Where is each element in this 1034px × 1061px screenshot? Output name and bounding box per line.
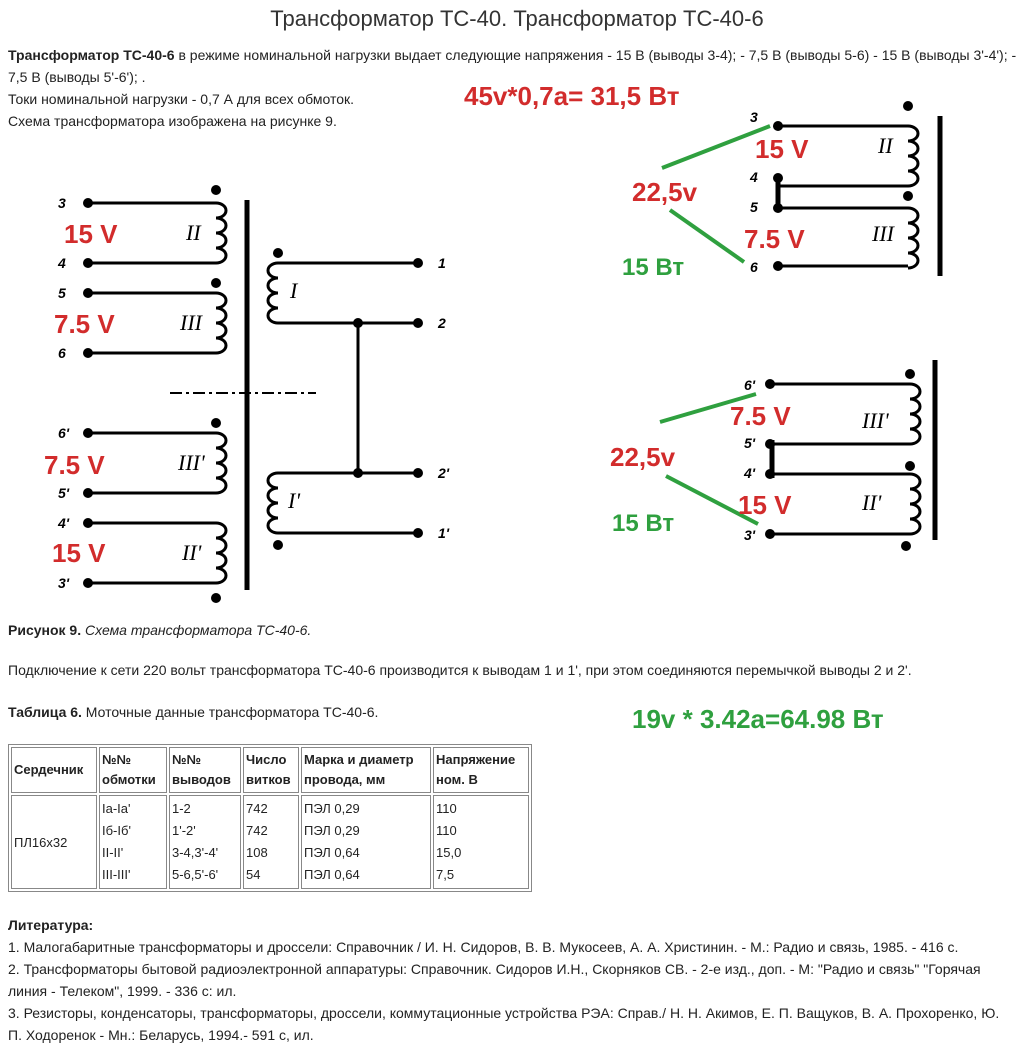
svg-text:7.5 V: 7.5 V [744, 224, 805, 254]
svg-text:15 Вт: 15 Вт [622, 254, 685, 281]
intro-bold: Трансформатор ТС-40-6 [8, 47, 175, 63]
intro-line-1: Трансформатор ТС-40-6 в режиме номинальной нагрузки выдает следующие напряжения - 15 В (выводы 3-4); - 7,5 В (выводы 5-6) - 15 В (выводы 3'-4'); - 7,5 В (выводы 5'-6'); . [8, 47, 1017, 85]
svg-text:22,5v: 22,5v [610, 442, 676, 472]
table-row: ПЛ16х32 Ia-Ia' Iб-Iб' II-II' III-III' 1-2 1'-2' 3-4,3'-4' 5-6,5'-6' 742 742 108 54 ПЭЛ 0,29 ПЭЛ 0,29 ПЭЛ 0,64 ПЭЛ 0,64 110 110 15,0 7,5 [11, 795, 529, 889]
svg-text:4: 4 [750, 169, 758, 185]
left-voltage-annotations [44, 219, 118, 568]
terminal-3p: 3' [58, 575, 70, 591]
svg-text:4': 4' [744, 465, 756, 481]
svg-text:15 V: 15 V [52, 538, 106, 568]
terminal-4: 4 [58, 255, 66, 271]
winding-II: II [186, 220, 201, 245]
terminal-2p: 2' [438, 465, 450, 481]
svg-text:II': II' [862, 490, 882, 515]
svg-text:15 V: 15 V [64, 219, 118, 249]
left-schematic [88, 200, 418, 590]
svg-text:6: 6 [750, 259, 758, 275]
svg-text:3: 3 [750, 109, 758, 125]
svg-text:15 V: 15 V [755, 134, 809, 164]
literature-item: 1. Малогабаритные трансформаторы и дроссели: Справочник / И. Н. Сидоров, В. В. Мукосеев, А. А. Христинин. - М.: Радио и связь, 1985. - 416 с. [8, 939, 959, 955]
literature-heading: Литература: [8, 917, 94, 933]
power-formula-2: 19v * 3.42a=64.98 Вт [632, 704, 884, 734]
intro-line-3: Схема трансформатора изображена на рисунке 9. [8, 113, 337, 129]
figure-caption: Рисунок 9. Схема трансформатора ТС-40-6. [8, 622, 312, 638]
svg-text:5': 5' [744, 435, 756, 451]
svg-text:6': 6' [744, 377, 756, 393]
connection-text: Подключение к сети 220 вольт трансформатора ТС-40-6 производится к выводам 1 и 1', при этом соединяются перемычкой выводы 2 и 2'. [8, 662, 912, 678]
terminal-3: 3 [58, 195, 66, 211]
svg-text:7.5 V: 7.5 V [730, 401, 791, 431]
table-caption: Таблица 6. Моточные данные трансформатора ТС-40-6. [8, 704, 379, 720]
terminal-1p: 1' [438, 525, 450, 541]
svg-text:III': III' [862, 408, 889, 433]
table-header-row: Сердечник №№ обмотки №№ выводов Число витков Марка и диаметр провода, мм Напряжение ном. В [11, 747, 529, 793]
intro-line-2: Токи номинальной нагрузки - 0,7 А для всех обмоток. [8, 91, 355, 107]
svg-text:15 Вт: 15 Вт [612, 510, 675, 537]
terminal-4p: 4' [58, 515, 70, 531]
winding-IIp: II' [182, 540, 202, 565]
winding-IIIp: III' [178, 450, 205, 475]
svg-text:II: II [878, 133, 893, 158]
terminal-5: 5 [58, 285, 66, 301]
winding-III: III [180, 310, 202, 335]
svg-text:3': 3' [744, 527, 756, 543]
terminal-1: 1 [438, 255, 446, 271]
literature-item: 3. Резисторы, конденсаторы, трансформаторы, дроссели, коммутационные устройства РЭА: Справ./ Н. Н. Акимов, Е. П. Ващуков, В. А. Прохоренко, Ю. П. Ходоренок - Мн.: Беларусь, 1994.- 591 с, ил. [8, 1005, 1000, 1043]
terminal-5p: 5' [58, 485, 70, 501]
winding-data-table [8, 744, 532, 892]
terminal-6p: 6' [58, 425, 70, 441]
svg-text:7.5 V: 7.5 V [44, 450, 105, 480]
terminal-2: 2 [438, 315, 446, 331]
literature-item: 2. Трансформаторы бытовой радиоэлектронной аппаратуры: Справочник. Сидоров И.Н., Скорняков СВ. - 2-е изд., доп. - М: "Радио и связь" "Горячая линия - Телеком", 1999. - 336 с: ил. [8, 961, 981, 999]
terminal-6: 6 [58, 345, 66, 361]
bottom-right-schematic [770, 360, 935, 540]
winding-I: I [290, 278, 298, 303]
svg-text:7.5 V: 7.5 V [54, 309, 115, 339]
power-formula: 45v*0,7a= 31,5 Вт [464, 81, 680, 111]
page-title: Трансформатор ТС-40. Трансформатор ТС-40-6 [270, 6, 764, 31]
winding-Ip: I' [288, 488, 301, 513]
svg-text:5: 5 [750, 199, 758, 215]
svg-text:15 V: 15 V [738, 490, 792, 520]
left-dots [83, 185, 423, 603]
svg-text:22,5v: 22,5v [632, 177, 698, 207]
literature [8, 914, 1012, 1046]
svg-text:III: III [872, 221, 894, 246]
